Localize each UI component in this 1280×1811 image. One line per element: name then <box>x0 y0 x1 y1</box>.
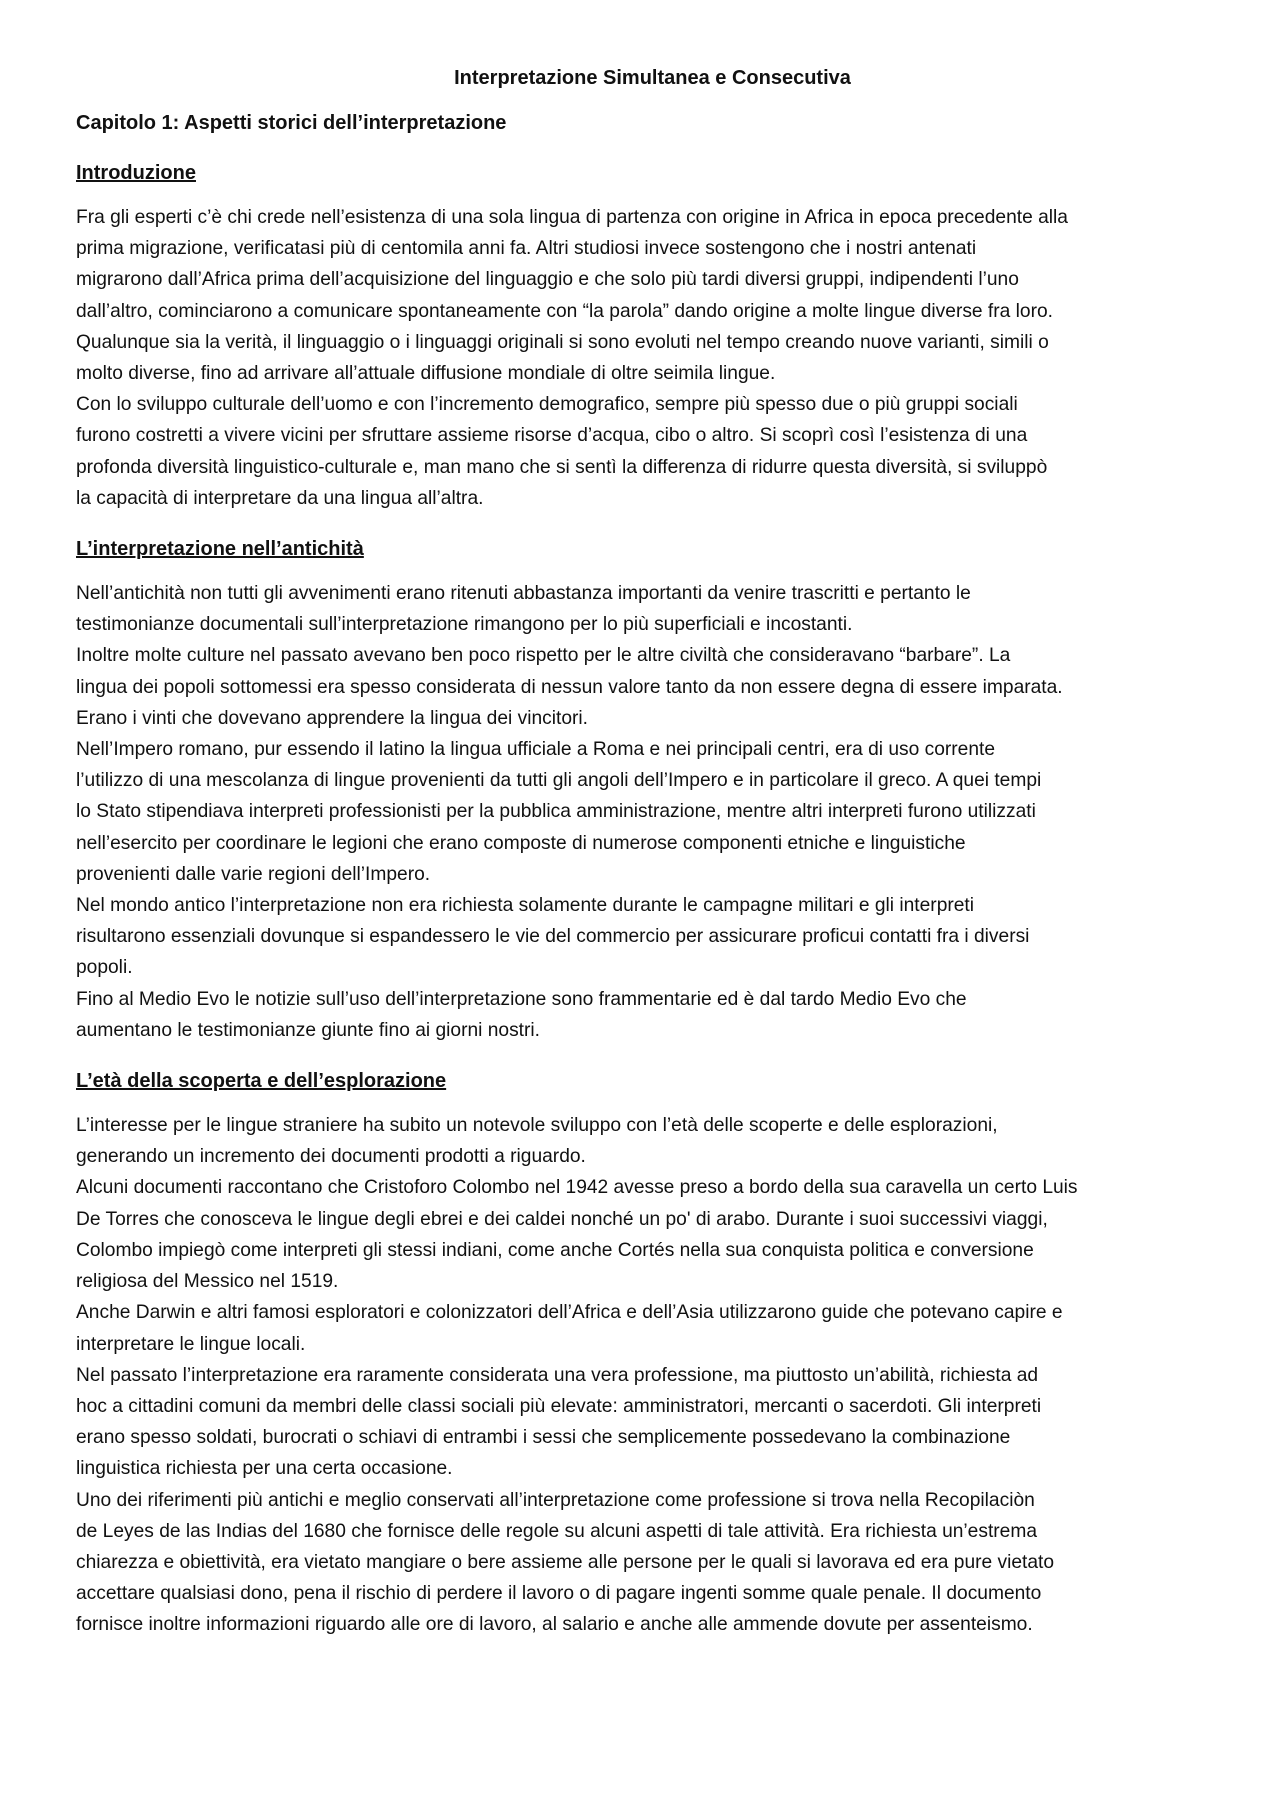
section-heading: L’interpretazione nell’antichità <box>76 538 364 561</box>
paragraph: Nell’antichità non tutti gli avvenimenti erano ritenuti abbastanza importanti da venire trascritti e pertanto le testimonianze documentali sull’interpretazione rimangono per lo più superficiali e incostanti. <box>76 583 971 636</box>
section-heading: L’età della scoperta e dell’esplorazione <box>76 1070 447 1093</box>
paragraph: Uno dei riferimenti più antichi e meglio conservati all’interpretazione come professione si trova nella Recopilaciòn de Leyes de las Indias del 1680 che fornisce delle regole su alcuni aspetti di tale attività. Era richiesta un’estrema chiarezza e obiettività, era vietato mangiare o bere assieme alle persone per le quali si lavorava ed era pure vietato accettare qualsiasi dono, pena il rischio di perdere il lavoro o di pagare ingenti somme quale penale. Il documento fornisce inoltre informazioni riguardo alle ore di lavoro, al salario e anche alle ammende dovute per assenteismo. <box>76 1489 1055 1636</box>
section-body <box>76 202 1204 514</box>
paragraph: L’interesse per le lingue straniere ha subito un notevole sviluppo con l’età delle scoperte e delle esplorazioni, generando un incremento dei documenti prodotti a riguardo. <box>76 1115 998 1168</box>
paragraph: Nel passato l’interpretazione era raramente considerata una vera professione, ma piuttosto un’abilità, richiesta ad hoc a cittadini comuni da membri delle classi sociali più elevate: amministratori, mercanti o sacerdoti. Gli interpreti erano spesso soldati, burocrati o schiavi di entrambi i sessi che semplicemente possedevano la combinazione linguistica richiesta per una certa occasione. <box>76 1364 1042 1480</box>
paragraph: Fra gli esperti c’è chi crede nell’esistenza di una sola lingua di partenza con origine in Africa in epoca precedente alla prima migrazione, verificatasi più di centomila anni fa. Altri studiosi invece sostengono che i nostri antenati migrarono dall’Africa prima dell’acquisizione del linguaggio e che solo più tardi diversi gruppi, indipendenti l’uno dall’altro, cominciarono a comunicare spontaneamente con “la parola” dando origine a molte lingue diverse fra loro. Qualunque sia la verità, il linguaggio o i linguaggi originali si sono evoluti nel tempo creando nuove varianti, simili o molto diverse, fino ad arrivare all’attuale diffusione mondiale di oltre seimila lingue. <box>76 207 1068 385</box>
paragraph: Nell’Impero romano, pur essendo il latino la lingua ufficiale a Roma e nei principali centri, era di uso corrente l’utilizzo di una mescolanza di lingue provenienti da tutti gli angoli dell’Impero e in particolare il greco. A quei tempi lo Stato stipendiava interpreti professionisti per la pubblica amministrazione, mentre altri interpreti furono utilizzati nell’esercito per coordinare le legioni che erano composte di numerose componenti etniche e linguistiche provenienti dalle varie regioni dell’Impero. <box>76 739 1042 885</box>
paragraph: Inoltre molte culture nel passato avevano ben poco rispetto per le altre civiltà che consideravano “barbare”. La lingua dei popoli sottomessi era spesso considerata di nessun valore tanto da non essere degna di essere imparata. Erano i vinti che dovevano apprendere la lingua dei vincitori. <box>76 645 1063 729</box>
paragraph: Fino al Medio Evo le notizie sull’uso dell’interpretazione sono frammentarie ed è dal tardo Medio Evo che aumentano le testimonianze giunte fino ai giorni nostri. <box>76 988 967 1041</box>
section-eta-scoperta <box>76 1066 1204 1640</box>
paragraph: Anche Darwin e altri famosi esploratori e colonizzatori dell’Africa e dell’Asia utilizzarono guide che potevano capire e interpretare le lingue locali. <box>76 1302 1063 1355</box>
section-introduzione <box>76 158 1204 514</box>
paragraph: Alcuni documenti raccontano che Cristoforo Colombo nel 1942 avesse preso a bordo della sua caravella un certo Luis De Torres che conosceva le lingue degli ebrei e dei caldei nonché un po' di arabo. Durante i suoi successivi viaggi, Colombo impiegò come interpreti gli stessi indiani, come anche Cortés nella sua conquista politica e conversione religiosa del Messico nel 1519. <box>76 1177 1078 1293</box>
section-body <box>76 1110 1204 1640</box>
chapter-title: Capitolo 1: Aspetti storici dell’interpretazione <box>76 112 507 134</box>
section-heading: Introduzione <box>76 162 196 184</box>
paragraph: Con lo sviluppo culturale dell’uomo e con l’incremento demografico, sempre più spesso due o più gruppi sociali furono costretti a vivere vicini per sfruttare assieme risorse d’acqua, cibo o altro. Si scoprì così l’esistenza di una profonda diversità linguistico-culturale e, man mano che si sentì la differenza di ridurre questa diversità, si sviluppò la capacità di interpretare da una lingua all’altra. <box>76 394 1048 509</box>
section-body <box>76 578 1204 1046</box>
section-antichita <box>76 534 1204 1046</box>
document-title: Interpretazione Simultanea e Consecutiva <box>454 67 851 89</box>
paragraph: Nel mondo antico l’interpretazione non era richiesta solamente durante le campagne militari e gli interpreti risultarono essenziali dovunque si espandessero le vie del commercio per assicurare proficui contatti fra i diversi popoli. <box>76 895 1030 979</box>
